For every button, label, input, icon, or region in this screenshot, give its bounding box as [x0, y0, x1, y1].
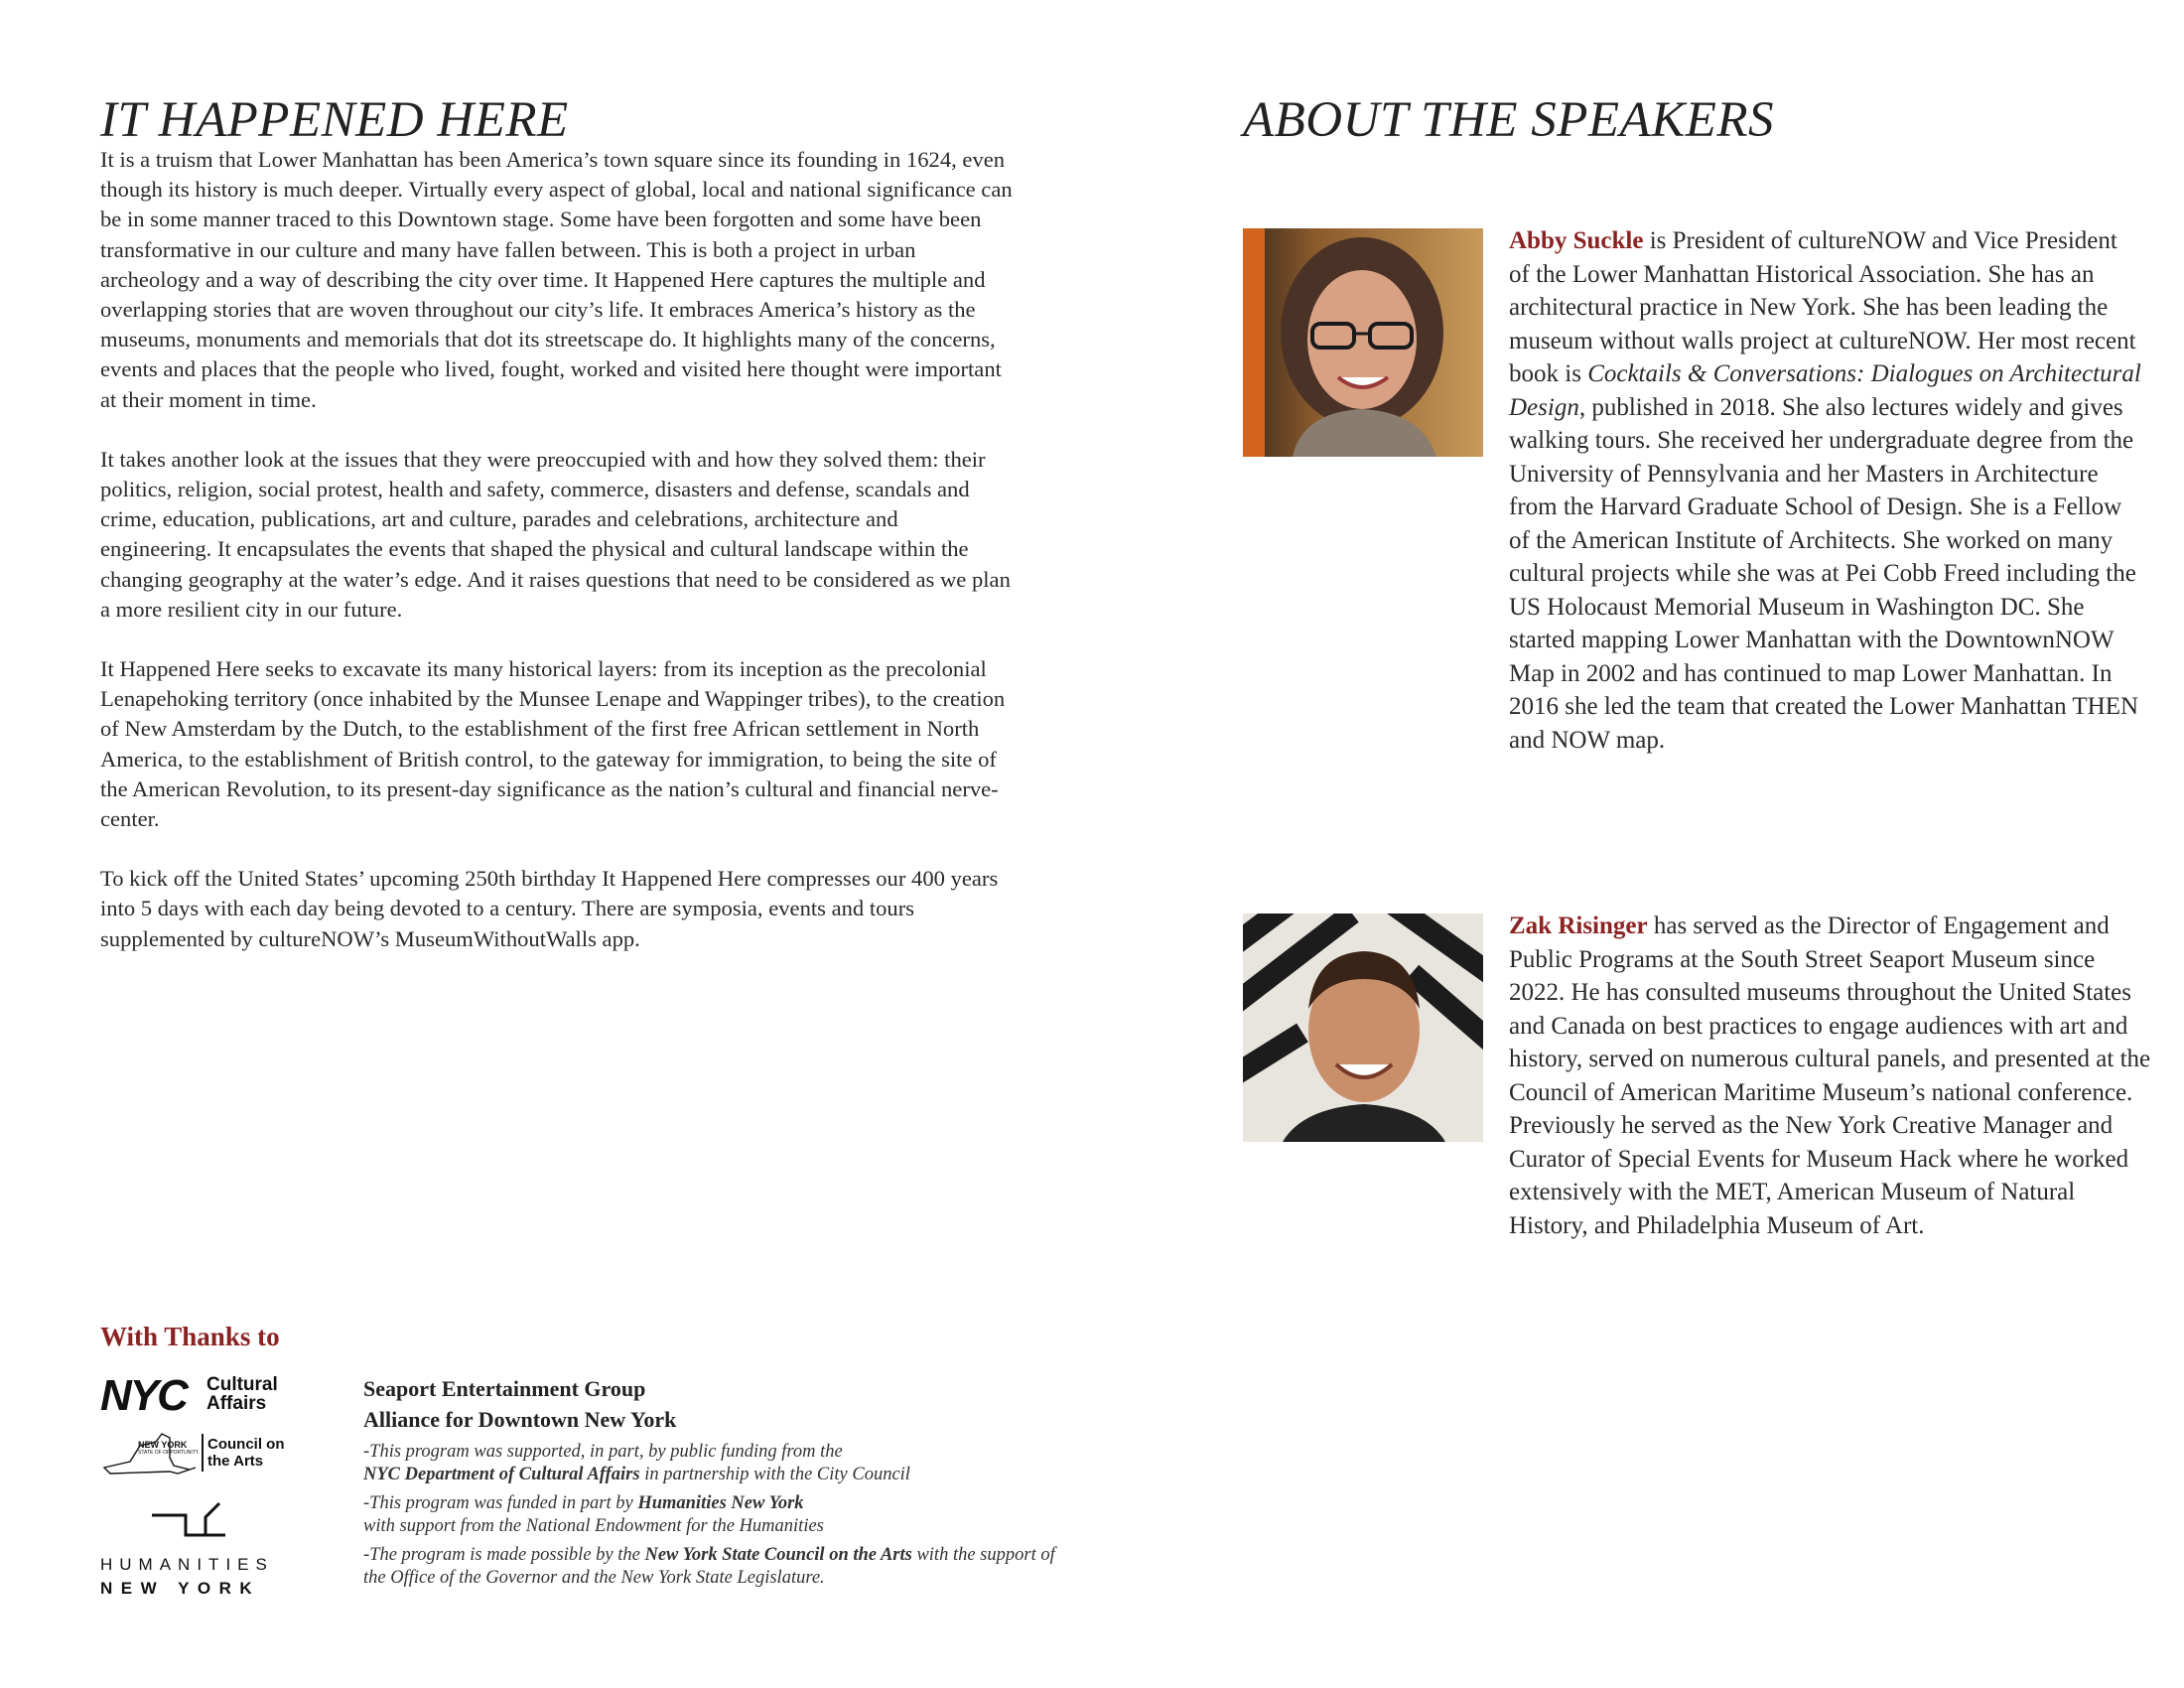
bio-text: , published in 2018. She also lectures widely and gives walking tours. She received her undergraduate degree from the University of Pennsylvania and her Masters in Architecture from the Harvard Graduate School of Design. She is a Fellow of the American Institute of Architects. She worked on many cultural projects while she was at Pei Cobb Freed including the US Holocaust Memorial Museum in Washington DC. She started mapping Lower Manhattan with the DowntownNOW Map in 2002 and has continued to map Lower Manhattan. In 2016 she led the team that created the Lower Manhattan THEN and NOW map.: [1509, 393, 2139, 754]
abby-suckle-photo: [1243, 228, 1483, 457]
intro-paragraph: It is a truism that Lower Manhattan has been America’s town square since its founding in 1624, even though its history is much deeper. Virtually every aspect of global, local and national significance can be in some manner traced to this Downtown stage. Some have been forgotten and some have been transformative in our culture and many have fallen between. This is both a project in urban archeology and a way of describing the city over time. It Happened Here captures the multiple and overlapping stories that are woven throughout our city’s life. It embraces America’s history as the museums, monuments and memorials that dot its streetscape do. It highlights many of the concerns, events and places that the people who lived, fought, worked and visited here thought were important at their moment in time.: [100, 147, 1013, 412]
nysca-state-label: NEW YORK: [138, 1440, 188, 1450]
credit-line: [363, 1492, 1058, 1538]
credit-org: New York State Council on the Arts: [644, 1545, 912, 1565]
credit-text: -This program was funded in part by: [363, 1493, 638, 1513]
nysca-divider: [202, 1434, 204, 1472]
credit-org: Humanities New York: [637, 1493, 804, 1513]
credit-line: [363, 1441, 1058, 1486]
nyc-logo-line1: Cultural: [206, 1374, 278, 1395]
nysca-tagline: STATE OF OPPORTUNITY.: [138, 1450, 200, 1456]
bio-text: is President of cultureNOW and Vice President of the Lower Manhattan Historical Association. She has an architectural practice in New York. She has been leading the museum without walls project at cultureNOW. Her most recent book is: [1509, 227, 2136, 387]
book-title: Cocktails & Conversations: Dialogues on Architectural Design: [1509, 360, 2141, 421]
credit-org: NYC Department of Cultural Affairs: [363, 1465, 640, 1484]
portrait-image: [1243, 914, 1483, 1142]
speaker-name: Abby Suckle: [1509, 227, 1644, 254]
hny-line2: NEW YORK: [100, 1579, 261, 1598]
funding-credits: [363, 1441, 1058, 1596]
intro-text: [100, 145, 1014, 984]
abby-suckle-bio: [1509, 224, 2142, 757]
nysca-name-line2: the Arts: [207, 1453, 264, 1470]
hny-line1: HUMANITIES: [100, 1555, 274, 1574]
thanks-heading: With Thanks to: [100, 1322, 280, 1351]
nyc-cultural-affairs-logo: [100, 1371, 289, 1423]
nyc-logo-mark: NYC: [100, 1371, 187, 1420]
nysca-logo: [100, 1428, 289, 1479]
nyc-logo-line2: Affairs: [206, 1393, 267, 1414]
humanities-new-york-logo: [100, 1499, 289, 1609]
credit-text: -The program is made possible by the: [363, 1545, 645, 1565]
portrait-image: [1243, 228, 1483, 457]
speakers-heading: ABOUT THE SPEAKERS: [1243, 92, 1775, 148]
intro-paragraph: It Happened Here seeks to excavate its many historical layers: from its inception as the precolonial Lenapehoking territory (once inhabited by the Munsee Lenape and Wappinger tribes), to the creation of New Amsterdam by the Dutch, to the establishment of the first free African settlement in North America, to the establishment of British control, to the gateway for immigration, to being the site of the American Revolution, to its present-day significance as the nation’s cultural and financial nerve-center.: [100, 656, 1006, 832]
sponsor-list: [363, 1373, 1058, 1435]
credit-line: [363, 1544, 1058, 1590]
credit-text: with support from the National Endowment for the Humanities: [363, 1516, 824, 1536]
humanities-ny-mark-icon: [150, 1499, 229, 1547]
credit-text: with the support of the Office of the Governor and the New York State Legislature.: [363, 1545, 1055, 1588]
intro-paragraph: It takes another look at the issues that they were preoccupied with and how they solved them: their politics, religion, social protest, health and safety, commerce, disasters and defense, scandals and crime, education, publications, art and culture, parades and celebrations, architecture and engineering. It encapsulates the events that shaped the physical and cultural landscape within the changing geography at the water’s edge. And it raises questions that need to be considered as we plan a more resilient city in our future.: [100, 446, 1011, 622]
bio-text: has served as the Director of Engagement and Public Programs at the South Street Seaport Museum since 2022. He has consulted museums throughout the United States and Canada on best practices to engage audiences with art and history, served on numerous cultural panels, and presented at the Council of American Maritime Museum’s national conference. Previously he served as the New York Creative Manager and Curator of Special Events for Museum Hack where he worked extensively with the MET, American Museum of Natural History, and Philadelphia Museum of Art.: [1509, 913, 2151, 1239]
zak-risinger-bio: [1509, 910, 2154, 1242]
zak-risinger-photo: [1243, 914, 1483, 1142]
nysca-name-line1: Council on: [207, 1436, 285, 1453]
speaker-name: Zak Risinger: [1509, 913, 1648, 939]
credit-text: in partnership with the City Council: [639, 1465, 910, 1484]
credit-text: -This program was supported, in part, by public funding from the: [363, 1442, 843, 1462]
sponsor-item: Alliance for Downtown New York: [363, 1407, 677, 1432]
intro-paragraph: To kick off the United States’ upcoming 250th birthday It Happened Here compresses our 400 years into 5 days with each day being devoted to a century. There are symposia, events and tours supplemented by cultureNOW’s MuseumWithoutWalls app.: [100, 866, 999, 951]
sponsor-item: Seaport Entertainment Group: [363, 1376, 646, 1401]
page-title-it-happened-here: IT HAPPENED HERE: [100, 92, 569, 148]
